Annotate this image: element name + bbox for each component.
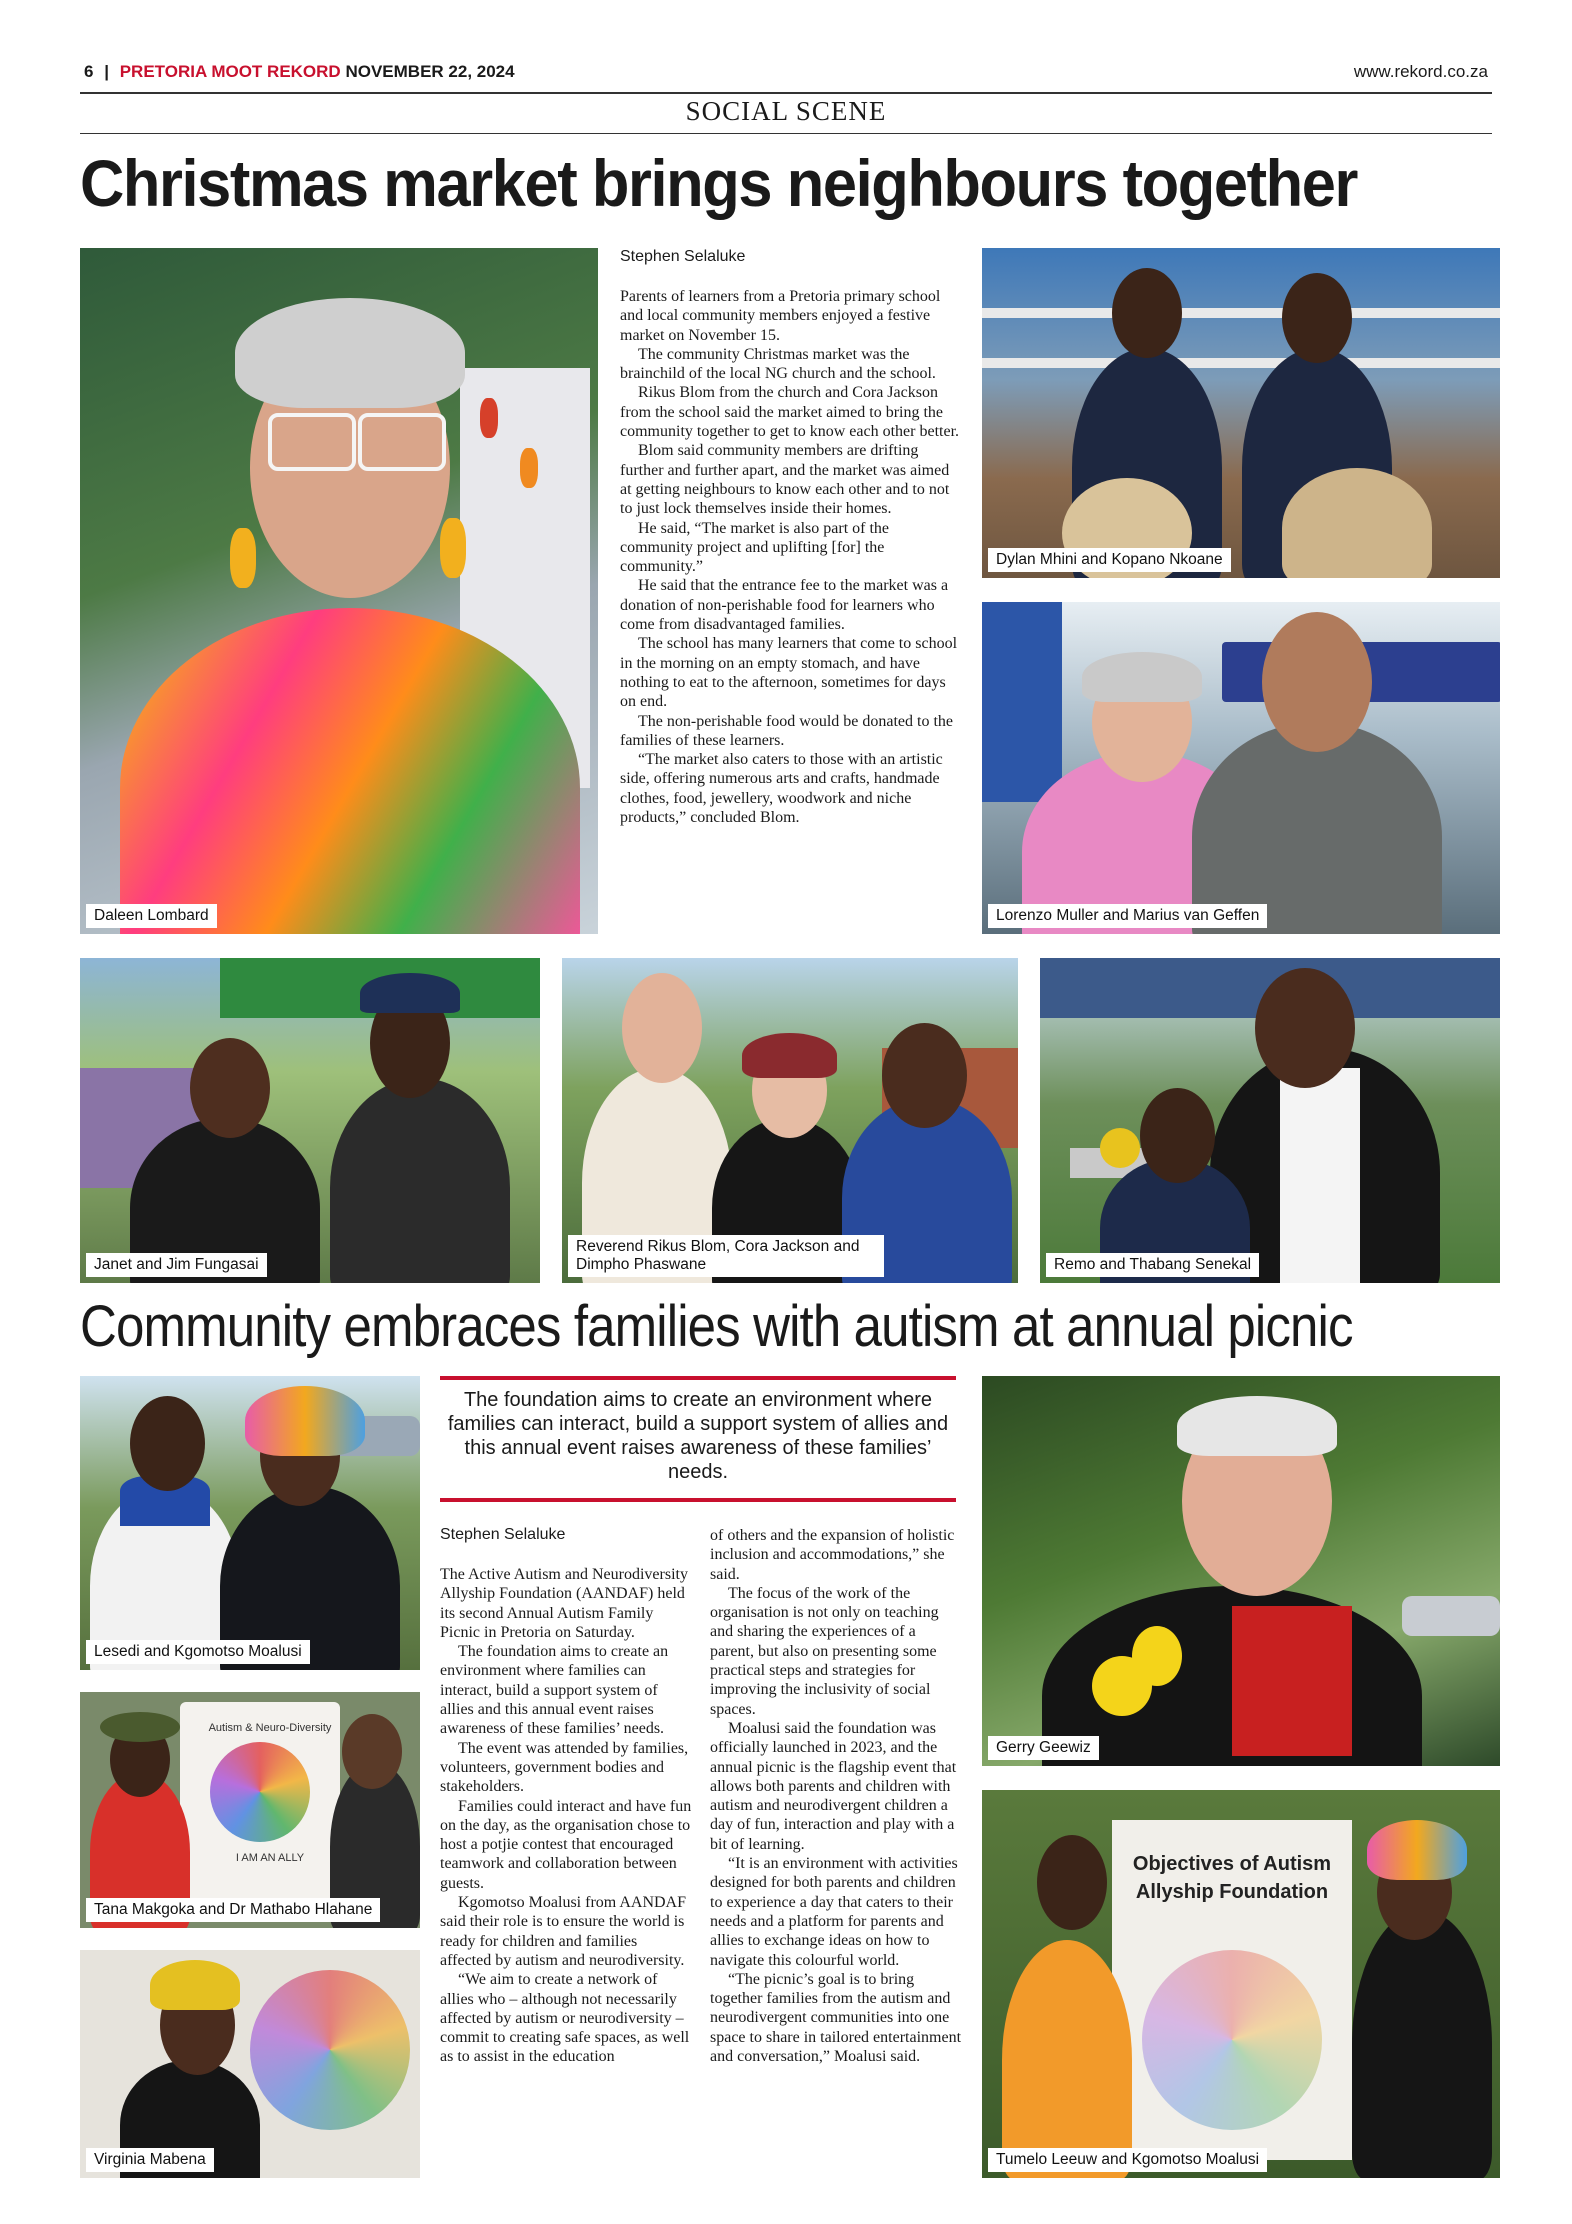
article2-paragraph: The foundation aims to create an environment where families can interact, build a support system of allies and this annual event raises awareness of these families’ needs. [440, 1643, 669, 1738]
article2-paragraph: Moalusi said the foundation was officially launched in 2023, and the annual picnic is the flagship event that allows both parents and children with autism and neurodivergent children a day of fun, interaction and play with a bit of learning. [710, 1719, 957, 1853]
article2-body-col2 [710, 1526, 962, 2066]
article1-paragraph: “The market also caters to those with an artistic side, offering numerous arts and crafts, handmade clothes, food, jewellery, woodwork and niche products,” concluded Blom. [620, 751, 943, 827]
masthead-rule-bottom [80, 133, 1492, 134]
article2-paragraph: “It is an environment with activities designed for both parents and children to experience a day that caters to their needs and a platform for parents and allies to exchange ideas on how to navigate this colourful world. [710, 1855, 958, 1969]
article2-headline: Community embraces families with autism at annual picnic [80, 1294, 1353, 1359]
section-title: SOCIAL SCENE [685, 96, 887, 126]
article2-paragraph: Kgomotso Moalusi from AANDAF said their role is to ensure the world is ready for children and families affected by autism and neurodiversity. [440, 1894, 687, 1969]
photo-tumelo-kgomotso [982, 1790, 1500, 2178]
article1-paragraph: Blom said community members are drifting further and further apart, and the market was aimed at getting neighbours to know each other and to not to just lock themselves inside their homes. [620, 442, 950, 518]
photo-janet-jim [80, 958, 540, 1283]
caption-virginia: Virginia Mabena [86, 2148, 214, 2172]
photo-tana-mathabo [80, 1692, 420, 1928]
pull-quote: The foundation aims to create an environment where families can interact, build a support system of allies and this annual event raises awareness of these families’ needs. [440, 1376, 956, 1502]
caption-remo: Remo and Thabang Senekal [1046, 1253, 1259, 1277]
caption-tana: Tana Makgoka and Dr Mathabo Hlahane [86, 1898, 380, 1922]
article2-paragraph: Families could interact and have fun on the day, as the organisation chose to host a potjie contest that encouraged teamwork and collaboration between guests. [440, 1797, 692, 1892]
sign-text: I AM AN ALLY [235, 1852, 305, 1864]
photo-lesedi-kgomotso [80, 1376, 420, 1670]
photo-dylan-kopano [982, 248, 1500, 578]
caption-daleen: Daleen Lombard [86, 904, 217, 928]
article2-paragraph: The focus of the work of the organisation is not only on teaching and sharing the experiences of a parent, but also on presenting some practical steps and strategies for improving the inclusivity of social spaces. [710, 1584, 939, 1718]
article2-byline: Stephen Selaluke [440, 1526, 566, 1543]
article1-paragraph: The non-perishable food would be donated to the families of these learners. [620, 712, 954, 749]
article2-paragraph: The event was attended by families, volunteers, government bodies and stakeholders. [440, 1739, 689, 1796]
caption-janet: Janet and Jim Fungasai [86, 1253, 267, 1277]
photo-rikus-cora-dimpho [562, 958, 1018, 1283]
publication-name: PRETORIA MOOT REKORD [119, 62, 341, 81]
photo-lorenzo-marius [982, 602, 1500, 934]
caption-gerry: Gerry Geewiz [988, 1736, 1099, 1760]
banner-title: Objectives of Autism Allyship Foundation [1132, 1853, 1332, 1903]
caption-lesedi: Lesedi and Kgomotso Moalusi [86, 1640, 310, 1664]
article1-paragraph: He said that the entrance fee to the market was a donation of non-perishable food for learners who come from disadvantaged families. [620, 577, 949, 634]
caption-rikus: Reverend Rikus Blom, Cora Jackson and Dimpho Phaswane [568, 1235, 884, 1277]
article2-paragraph: “The picnic’s goal is to bring together families from the autism and neurodivergent communities into one space to share in tailored entertainment and conversation,” Moalusi said. [710, 1970, 962, 2066]
separator: | [104, 62, 109, 81]
website-link[interactable]: www.rekord.co.za [1353, 62, 1488, 81]
article1-paragraph: Rikus Blom from the church and Cora Jackson from the school said the market aimed to bring the community together to get to know each other better. [620, 384, 960, 441]
photo-gerry-geewiz [982, 1376, 1500, 1766]
article1-paragraph: Parents of learners from a Pretoria primary school and local community members enjoyed a festive market on November 15. [620, 288, 941, 344]
issue-date: NOVEMBER 22, 2024 [345, 62, 515, 81]
fingerprint-text: Autism & Neuro-Diversity [208, 1722, 332, 1734]
article1-headline: Christmas market brings neighbours together [80, 146, 1357, 220]
article1-paragraph: The school has many learners that come to school in the morning on an empty stomach, and have nothing to eat to the afternoon, sometimes for days on end. [620, 635, 958, 711]
article2-paragraph: of others and the expansion of holistic inclusion and accommodations,” she said. [710, 1527, 955, 1583]
masthead-left [84, 62, 515, 82]
page-number: 6 [84, 62, 94, 81]
article1-paragraph: The community Christmas market was the brainchild of the local NG church and the school. [620, 345, 936, 383]
photo-remo-thabang [1040, 958, 1500, 1283]
article2-paragraph: “We aim to create a network of allies who – although not necessarily affected by autism or neurodiversity – commit to creating safe spaces, as well as to assist in the education [440, 1971, 690, 2066]
masthead-rule-top [80, 92, 1492, 94]
photo-daleen-lombard [80, 248, 598, 934]
article1-paragraph: He said, “The market is also part of the community project and uplifting [for] the community.” [620, 519, 890, 576]
photo-virginia-mabena [80, 1950, 420, 2178]
caption-tumelo: Tumelo Leeuw and Kgomotso Moalusi [988, 2148, 1267, 2172]
article2-body-col1 [440, 1565, 692, 2067]
article1-byline: Stephen Selaluke [620, 248, 746, 265]
caption-lorenzo: Lorenzo Muller and Marius van Geffen [988, 904, 1267, 928]
article1-body [620, 287, 960, 827]
caption-dylan: Dylan Mhini and Kopano Nkoane [988, 548, 1231, 572]
article2-paragraph: The Active Autism and Neurodiversity Allyship Foundation (AANDAF) held its second Annual Autism Family Picnic in Pretoria on Saturday. [440, 1566, 688, 1641]
